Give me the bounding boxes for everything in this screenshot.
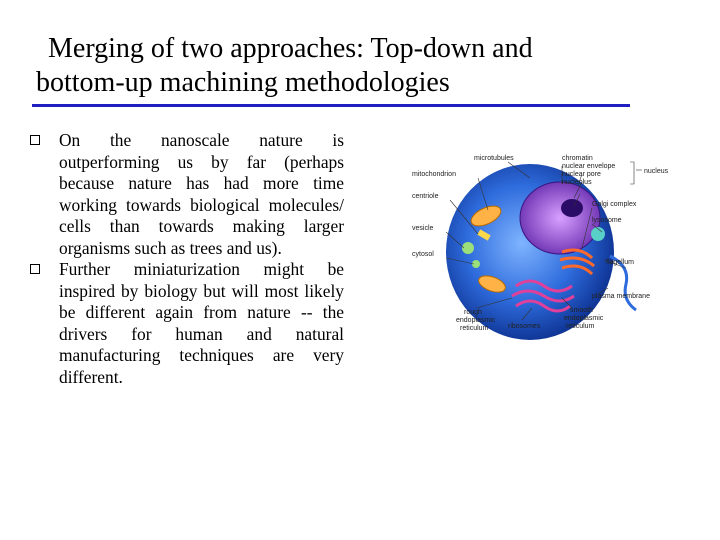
label-microtubules: microtubules	[474, 155, 514, 162]
title-underline	[32, 104, 630, 107]
label-rough-er-1: rough	[464, 309, 482, 316]
square-bullet-icon	[30, 264, 40, 274]
label-cytosol: cytosol	[412, 251, 434, 258]
label-ribosomes: ribosomes	[508, 323, 541, 330]
slide-title	[36, 32, 646, 100]
label-plasma-membrane: plasma membrane	[592, 293, 650, 300]
label-vesicle: vesicle	[412, 225, 434, 232]
label-nucleus: nucleus	[644, 168, 669, 175]
label-rough-er-2: endoplasmic	[456, 317, 496, 324]
label-smooth-er-1: smooth	[570, 307, 593, 314]
bullet-text: Further miniaturization might be inspired by biology but will most likely be different again from nature -- the drivers for human and natural manufacturing techniques are very different.	[59, 259, 344, 387]
label-mitochondrion: mitochondrion	[412, 171, 456, 178]
label-smooth-er-2: endoplasmic	[564, 315, 604, 322]
animal-cell-illustration	[412, 148, 680, 352]
bullet-list	[30, 130, 344, 388]
label-flagellum: flagellum	[606, 259, 635, 266]
label-rough-er-3: reticulum	[460, 325, 489, 332]
nucleus-shape	[520, 182, 600, 254]
bullet-item	[30, 130, 344, 259]
label-nucleolus: nucleolus	[562, 179, 592, 186]
label-lysosome: lysosome	[592, 217, 622, 224]
nucleolus-shape	[561, 199, 583, 217]
bullet-text: On the nanoscale nature is outperforming us by far (perhaps because nature has had more time working towards biological molecules/ cells than towards making larger organisms such as trees and us).	[59, 130, 344, 258]
square-bullet-icon	[30, 135, 40, 145]
label-centriole: centriole	[412, 193, 439, 200]
label-nuclear-pore: nuclear pore	[562, 171, 601, 178]
slide-title-line-2: bottom-up machining methodologies	[36, 67, 450, 98]
slide-title-line-1: Merging of two approaches: Top-down and	[48, 33, 533, 64]
nucleus-bracket	[630, 162, 634, 184]
bullet-item	[30, 259, 344, 388]
label-golgi: Golgi complex	[592, 201, 637, 208]
label-chromatin: chromatin	[562, 155, 593, 162]
label-nuclear-envelope: nuclear envelope	[562, 163, 616, 170]
label-smooth-er-3: reticulum	[566, 323, 595, 330]
cell-diagram	[412, 148, 680, 352]
